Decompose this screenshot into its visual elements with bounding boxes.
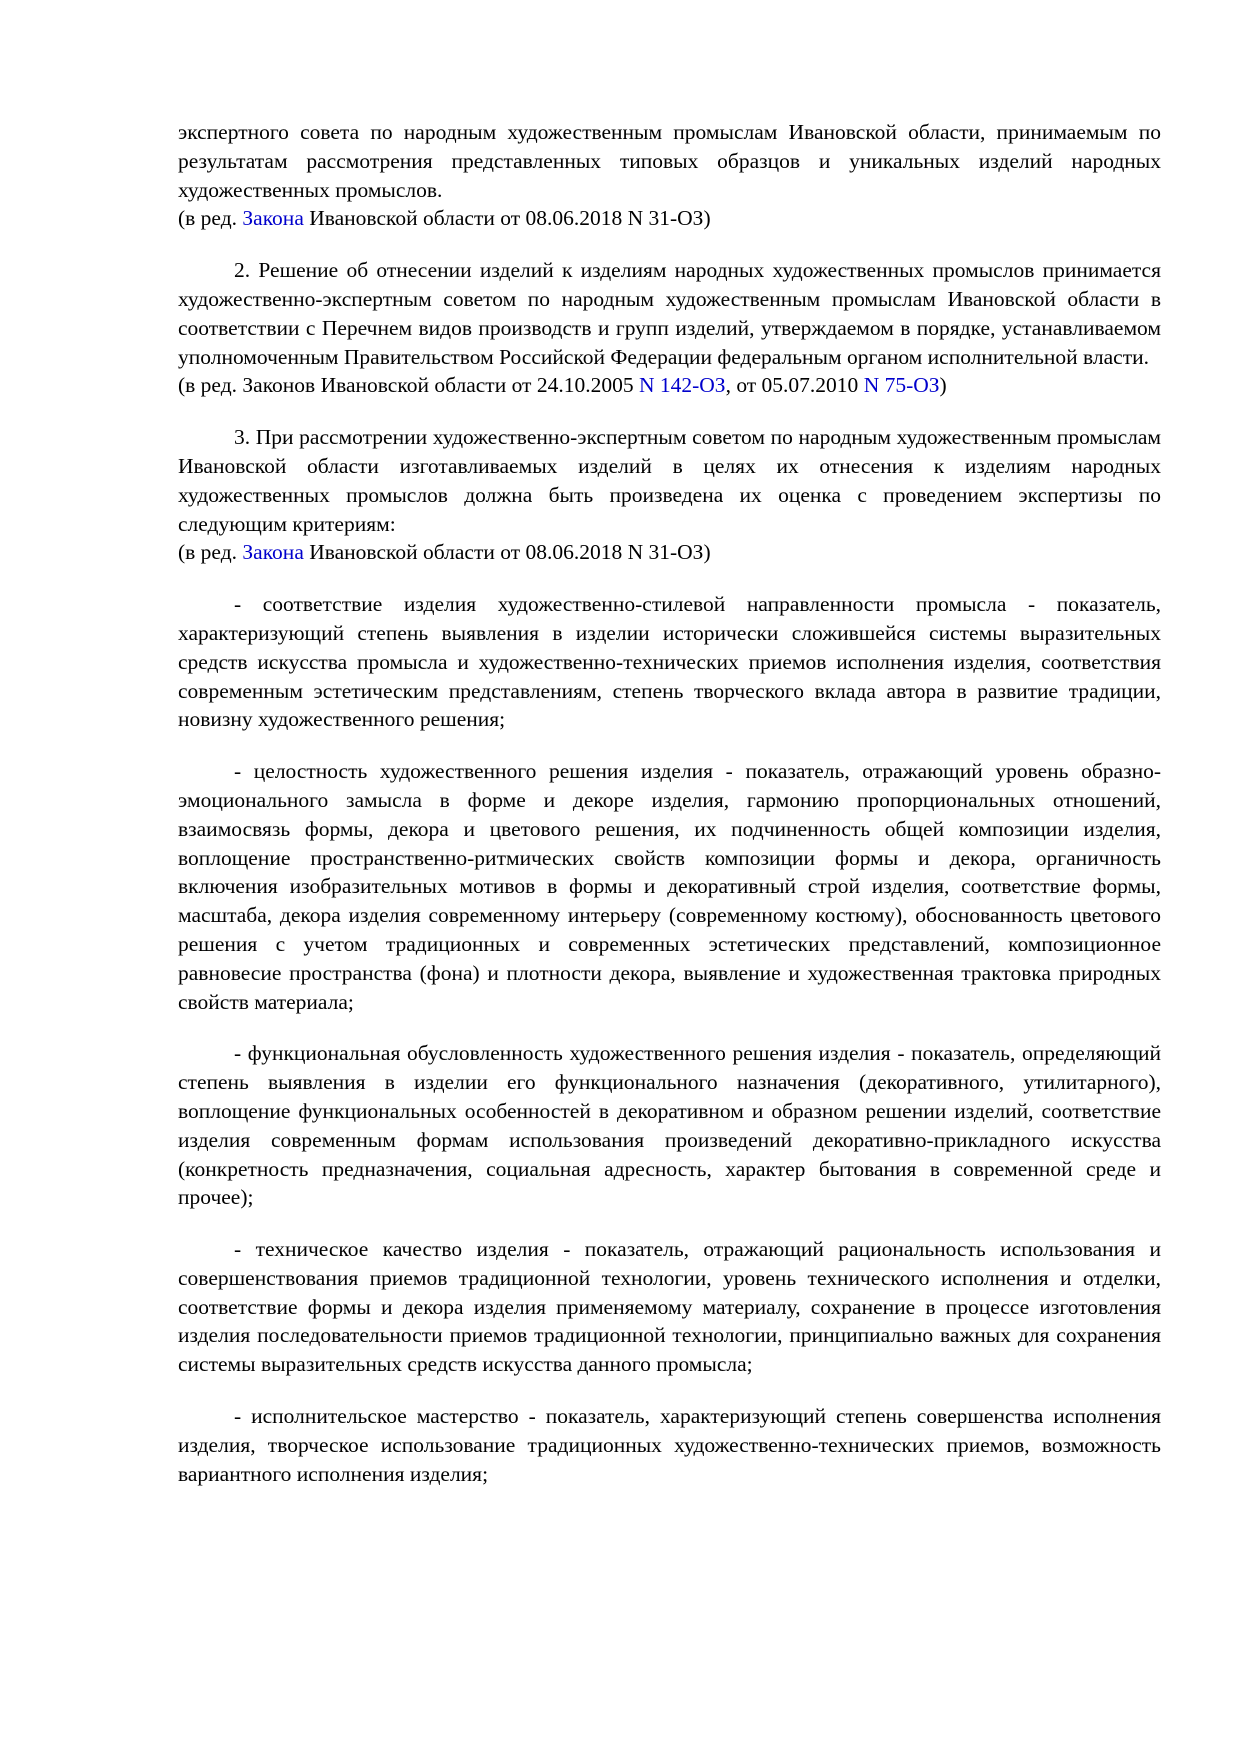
criterion-style: - соответствие изделия художественно-стилевой направленности промысла - показатель, характеризующий степень выявления в изделии исторически сложившейся системы выразительных средств искусства промысла и художественно-технических приемов исполнения изделия, соответствия современным эстетическим представлениям, степень творческого вклада автора в развитие традиции, новизну художественного решения; [178,592,1161,732]
criterion-technical-quality: - техническое качество изделия - показатель, отражающий рациональность использования и совершенствования приемов традиционной технологии, уровень технического исполнения и отделки, соответствие формы и декора изделия применяемому материалу, сохранение в процессе изготовления изделия последовательности приемов традиционной технологии, принципиально важных для сохранения системы выразительных средств искусства данного промысла; [178,1237,1161,1377]
edition-text: ) [939,373,947,398]
paragraph-2: 2. Решение об отнесении изделий к изделиям народных художественных промыслов принимается художественно-экспертным советом по народным художественным промыслам Ивановской области в соответствии с Перечнем видов производств и групп изделий, утверждаемом в порядке, устанавливаемом уполномоченным Правительством Российской Федерации федеральным органом исполнительной власти. [178,258,1161,369]
criterion-craftsmanship: - исполнительское мастерство - показатель, характеризующий степень совершенства исполнения изделия, творческое использование традиционных художественно-технических приемов, возможность вариантного исполнения изделия; [178,1404,1161,1486]
paragraph-1-continuation: экспертного совета по народным художественным промыслам Ивановской области, принимаемым по результатам рассмотрения представленных типовых образцов и уникальных изделий народных художественных промыслов. [178,120,1161,202]
law-link[interactable]: Закона [242,206,304,231]
edition-note-1 [178,204,1161,233]
edition-text: Ивановской области от 08.06.2018 N 31-ОЗ) [303,540,711,565]
edition-note-2 [178,371,1161,400]
document-page [178,118,1161,1511]
edition-text: , от 05.07.2010 [725,373,864,398]
law-link-142[interactable]: N 142-ОЗ [638,373,726,398]
law-link[interactable]: Закона [242,540,304,565]
edition-text: (в ред. [178,540,243,565]
law-link-75[interactable]: N 75-ОЗ [863,373,940,398]
criterion-function: - функциональная обусловленность художественного решения изделия - показатель, определяющий степень выявления в изделии его функционального назначения (декоративного, утилитарного), воплощение функциональных особенностей в декоративном и образном решении изделий, соответствие изделия современным формам использования произведений декоративно-прикладного искусства (конкретность предназначения, социальная адресность, характер бытования в современной среде и прочее); [178,1041,1161,1210]
edition-text: Ивановской области от 08.06.2018 N 31-ОЗ) [303,206,711,231]
criterion-integrity: - целостность художественного решения изделия - показатель, отражающий уровень образно-эмоционального замысла в форме и декоре изделия, гармонию пропорциональных отношений, взаимосвязь формы, декора и цветового решения, их подчиненность общей композиции изделия, воплощение пространственно-ритмических свойств композиции формы и декора, органичность включения изобразительных мотивов в формы и декоративный строй изделия, соответствие формы, масштаба, декора изделия современному интерьеру (современному костюму), обоснованность цветового решения с учетом традиционных и современных эстетических представлений, композиционное равновесие пространства (фона) и плотности декора, выявление и художественная трактовка природных свойств материала; [178,759,1161,1014]
edition-text: (в ред. [178,206,243,231]
edition-note-3 [178,538,1161,567]
edition-text: (в ред. Законов Ивановской области от 24.10.2005 [178,373,639,398]
paragraph-3: 3. При рассмотрении художественно-экспертным советом по народным художественным промыслам Ивановской области изготавливаемых изделий в целях их отнесения к изделиям народных художественных промыслов должна быть произведена их оценка с проведением экспертизы по следующим критериям: [178,425,1161,536]
